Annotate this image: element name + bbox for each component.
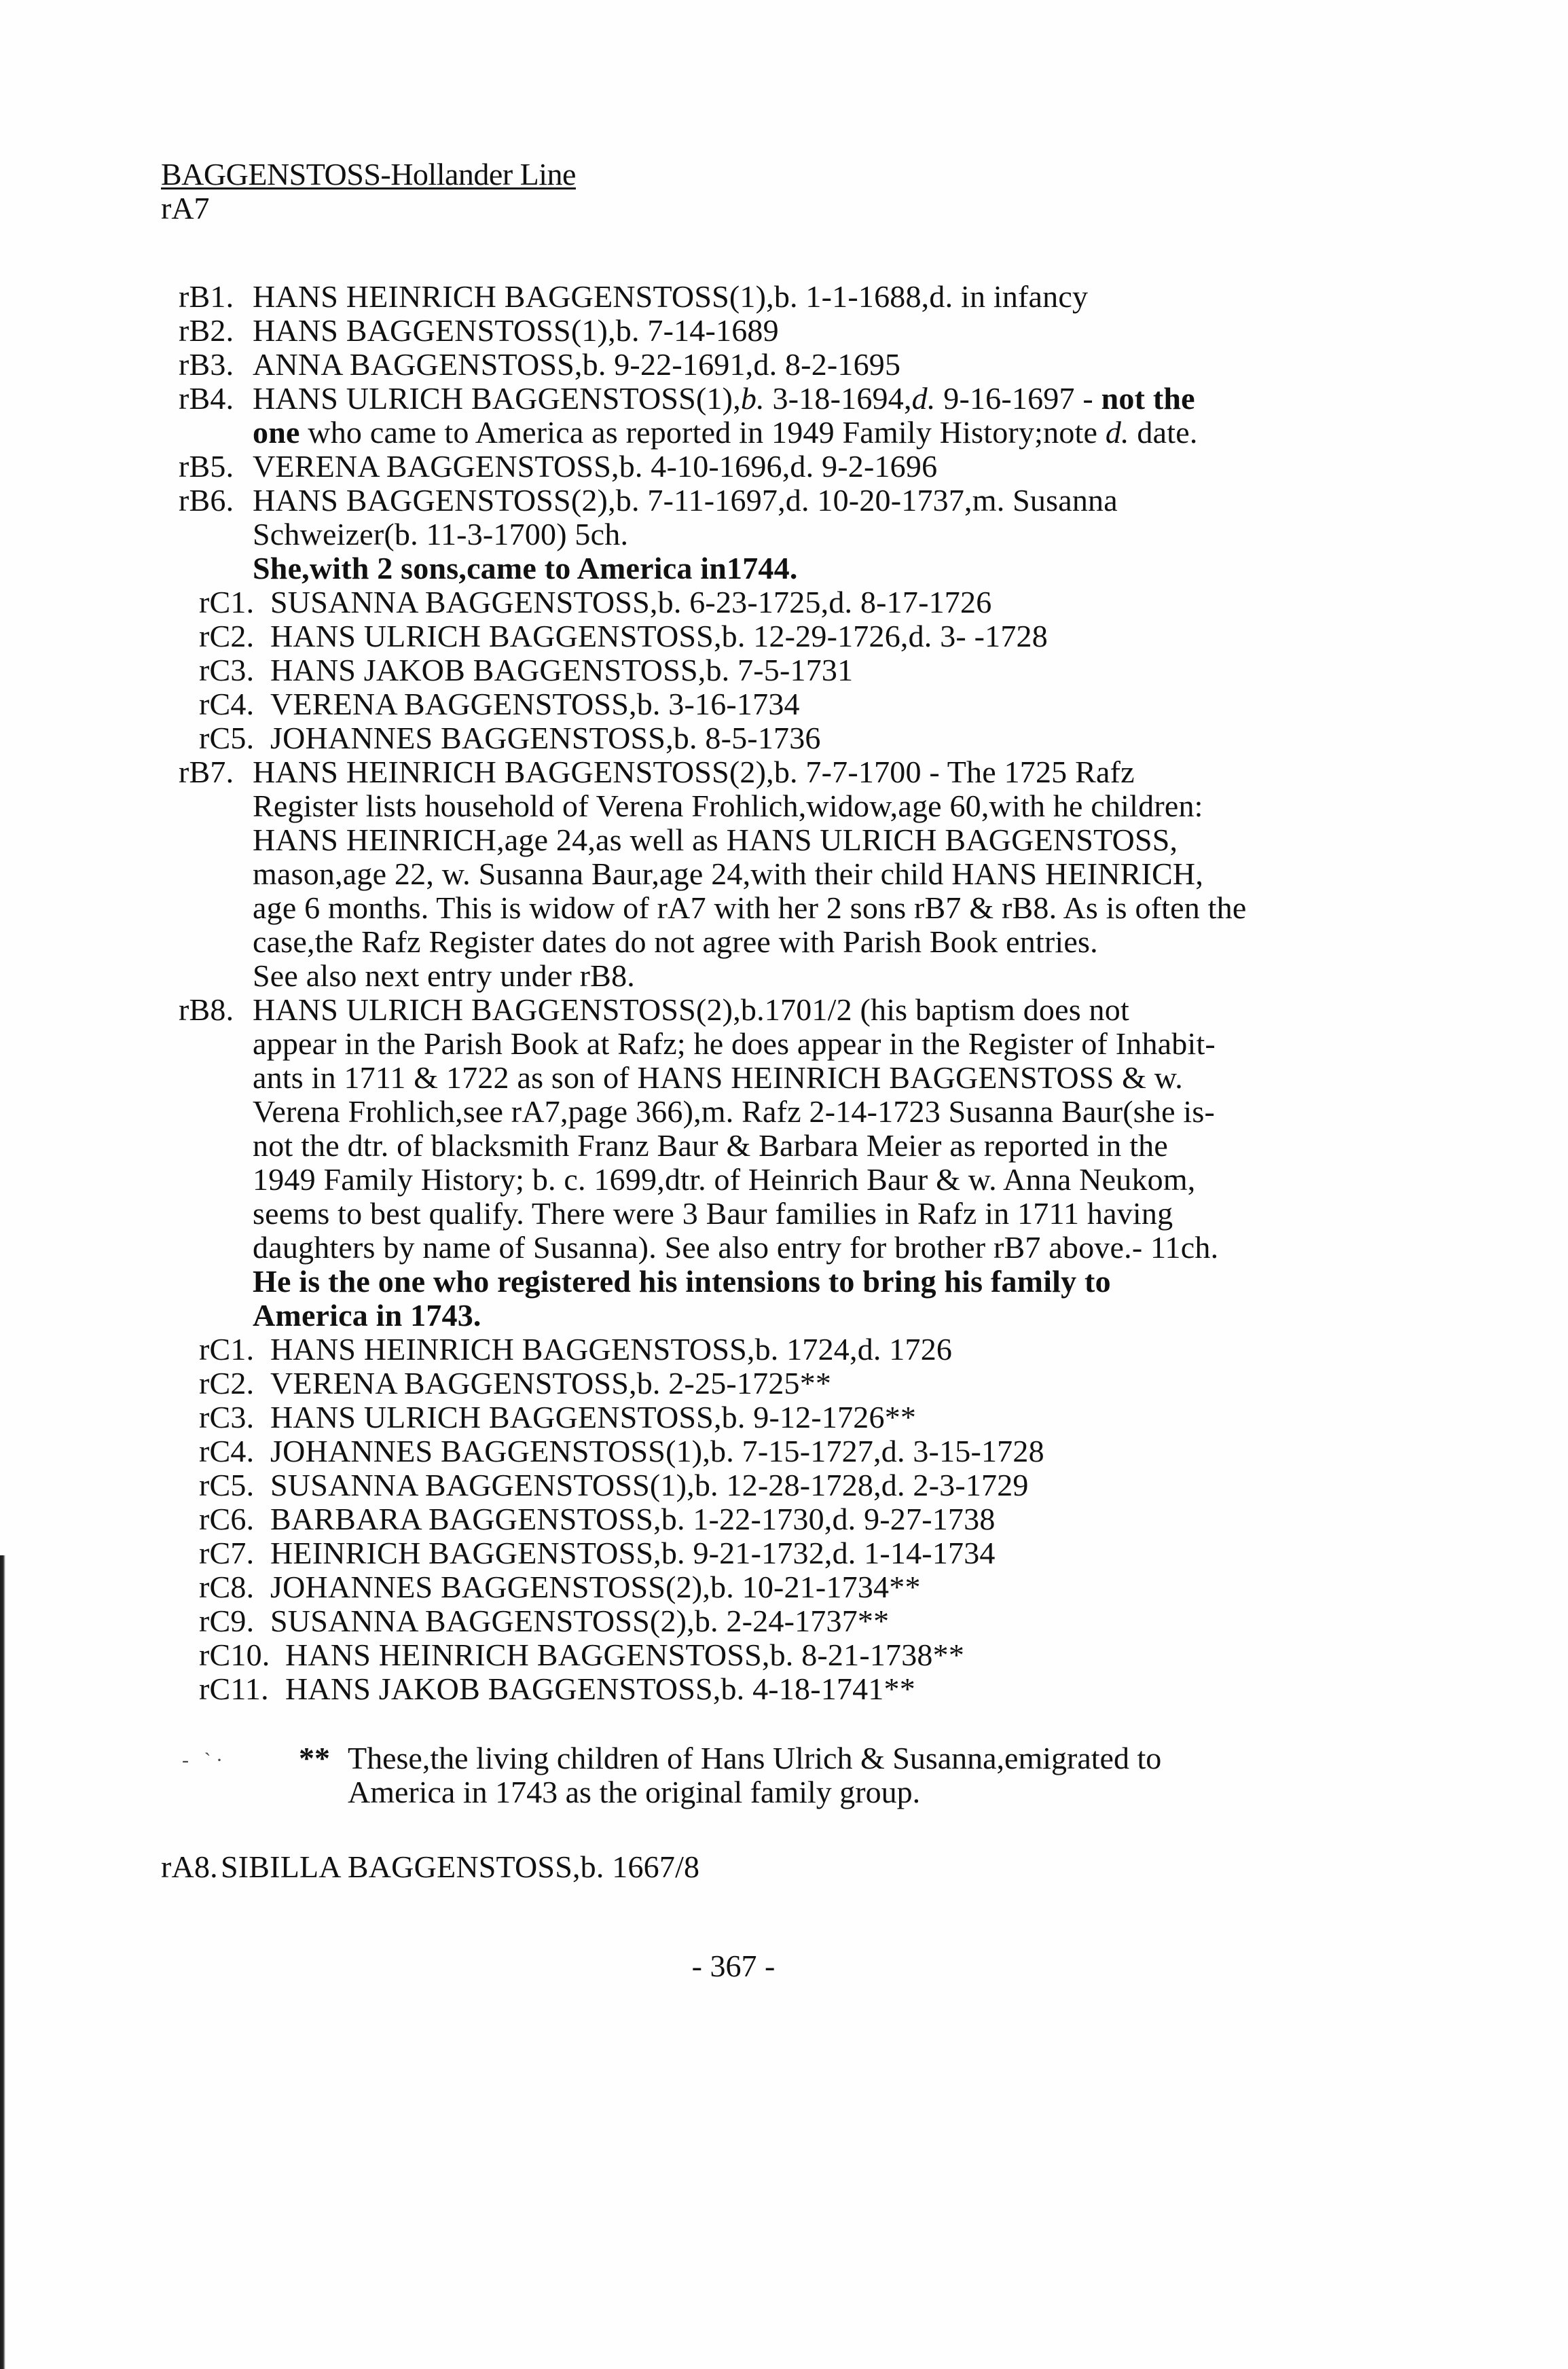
entry-text: VERENA BAGGENSTOSS,b. 4-10-1696,d. 9-2-1696 xyxy=(253,449,938,484)
child-id: rC1. xyxy=(199,585,255,619)
emphasis-text: not the xyxy=(1101,381,1195,416)
footnote-text: These,the living children of Hans Ulrich & Susanna,emigrated to xyxy=(348,1741,1162,1775)
entry-id: rA8. xyxy=(161,1849,218,1884)
emphasis-text: one xyxy=(253,415,300,450)
child-text: JOHANNES BAGGENSTOSS(2),b. 10-21-1734** xyxy=(270,1570,921,1604)
died-abbrev: d. xyxy=(1105,415,1129,450)
footnote-marker: ** xyxy=(299,1741,330,1775)
entry-text xyxy=(253,382,1195,416)
entry-text: mason,age 22, w. Susanna Baur,age 24,with their child HANS HEINRICH, xyxy=(253,856,1204,891)
entry-text-part: 3-18-1694, xyxy=(764,381,912,416)
entry-text-part: 9-16-1697 - xyxy=(935,381,1101,416)
entry-id: rB3. xyxy=(179,347,234,382)
entry-id: rB5. xyxy=(179,449,234,484)
entry-text: SIBILLA BAGGENSTOSS,b. 1667/8 xyxy=(221,1849,700,1884)
child-id: rC7. xyxy=(199,1536,255,1570)
scan-edge-shadow xyxy=(0,1555,5,2369)
entry-text: See also next entry under rB8. xyxy=(253,958,635,993)
entry-id: rB8. xyxy=(179,992,234,1027)
entry-text: HANS HEINRICH BAGGENSTOSS(1),b. 1-1-1688,d. in infancy xyxy=(253,279,1089,314)
entry-text: case,the Rafz Register dates do not agree with Parish Book entries. xyxy=(253,924,1098,959)
child-id: rC2. xyxy=(199,1366,255,1400)
entry-text-part: date. xyxy=(1129,415,1198,450)
died-abbrev: d. xyxy=(911,381,936,416)
child-text: SUSANNA BAGGENSTOSS(1),b. 12-28-1728,d. 2-3-1729 xyxy=(270,1468,1029,1502)
child-text: HEINRICH BAGGENSTOSS,b. 9-21-1732,d. 1-14-1734 xyxy=(270,1536,996,1570)
page-number: - 367 - xyxy=(691,1949,776,1983)
entry-text: not the dtr. of blacksmith Franz Baur & Barbara Meier as reported in the xyxy=(253,1128,1168,1163)
child-text: HANS ULRICH BAGGENSTOSS,b. 9-12-1726** xyxy=(270,1400,917,1434)
entry-text: 1949 Family History; b. c. 1699,dtr. of Heinrich Baur & w. Anna Neukom, xyxy=(253,1162,1196,1197)
entry-text: ANNA BAGGENSTOSS,b. 9-22-1691,d. 8-2-1695 xyxy=(253,347,901,382)
entry-text: HANS BAGGENSTOSS(1),b. 7-14-1689 xyxy=(253,313,779,348)
entry-text: Schweizer(b. 11-3-1700) 5ch. xyxy=(253,517,629,551)
child-text: JOHANNES BAGGENSTOSS(1),b. 7-15-1727,d. 3-15-1728 xyxy=(270,1434,1044,1468)
entry-text: appear in the Parish Book at Rafz; he does appear in the Register of Inhabit- xyxy=(253,1026,1216,1061)
entry-text: HANS HEINRICH,age 24,as well as HANS ULRICH BAGGENSTOSS, xyxy=(253,822,1178,857)
emphasis-text: She,with 2 sons,came to America in1744. xyxy=(253,551,798,585)
child-text: HANS ULRICH BAGGENSTOSS,b. 12-29-1726,d. 3- -1728 xyxy=(270,619,1048,653)
child-id: rC2. xyxy=(199,619,255,653)
child-text: HANS HEINRICH BAGGENSTOSS,b. 1724,d. 1726 xyxy=(270,1332,953,1367)
child-text: BARBARA BAGGENSTOSS,b. 1-22-1730,d. 9-27-1738 xyxy=(270,1502,996,1536)
entry-text: HANS ULRICH BAGGENSTOSS(2),b.1701/2 (his baptism does not xyxy=(253,992,1129,1027)
entry-text: seems to best qualify. There were 3 Baur families in Rafz in 1711 having xyxy=(253,1196,1173,1231)
child-id: rC11. xyxy=(199,1671,269,1706)
entry-id: rB4. xyxy=(179,381,234,416)
emphasis-text: America in 1743. xyxy=(253,1298,481,1333)
entry-id: rB2. xyxy=(179,313,234,348)
entry-text: age 6 months. This is widow of rA7 with her 2 sons rB7 & rB8. As is often the xyxy=(253,890,1247,925)
child-text: SUSANNA BAGGENSTOSS(2),b. 2-24-1737** xyxy=(270,1604,890,1638)
child-text: JOHANNES BAGGENSTOSS,b. 8-5-1736 xyxy=(270,721,821,755)
child-id: rC1. xyxy=(199,1332,255,1367)
page-title: BAGGENSTOSS-Hollander Line xyxy=(161,157,576,192)
child-id: rC5. xyxy=(199,721,255,755)
child-id: rC9. xyxy=(199,1604,255,1638)
entry-text: Register lists household of Verena Frohlich,widow,age 60,with he children: xyxy=(253,789,1203,823)
child-text: HANS JAKOB BAGGENSTOSS,b. 4-18-1741** xyxy=(285,1671,915,1706)
child-text: VERENA BAGGENSTOSS,b. 3-16-1734 xyxy=(270,687,800,721)
entry-text: daughters by name of Susanna). See also entry for brother rB7 above.- 11ch. xyxy=(253,1230,1219,1265)
child-id: rC8. xyxy=(199,1570,255,1604)
child-text: HANS JAKOB BAGGENSTOSS,b. 7-5-1731 xyxy=(270,653,854,687)
footnote-text: America in 1743 as the original family group. xyxy=(348,1775,921,1809)
child-id: rC3. xyxy=(199,653,255,687)
entry-text-part: HANS ULRICH BAGGENSTOSS(1), xyxy=(253,381,741,416)
entry-id: rB1. xyxy=(179,279,234,314)
emphasis-text: He is the one who registered his intensions to bring his family to xyxy=(253,1264,1111,1299)
born-abbrev: b. xyxy=(740,381,765,416)
entry-id: rB6. xyxy=(179,483,234,518)
child-id: rC6. xyxy=(199,1502,255,1536)
scan-artifact: - ` · xyxy=(182,1749,223,1771)
child-text: VERENA BAGGENSTOSS,b. 2-25-1725** xyxy=(270,1366,832,1400)
child-text: HANS HEINRICH BAGGENSTOSS,b. 8-21-1738** xyxy=(285,1638,965,1672)
entry-text: HANS BAGGENSTOSS(2),b. 7-11-1697,d. 10-20-1737,m. Susanna xyxy=(253,483,1118,518)
child-id: rC10. xyxy=(199,1638,270,1672)
entry-text xyxy=(253,416,1198,450)
child-id: rC3. xyxy=(199,1400,255,1434)
entry-text-part: who came to America as reported in 1949 Family History;note xyxy=(299,415,1106,450)
entry-id: rB7. xyxy=(179,755,234,789)
section-id: rA7 xyxy=(161,191,210,225)
child-id: rC4. xyxy=(199,687,255,721)
child-text: SUSANNA BAGGENSTOSS,b. 6-23-1725,d. 8-17-1726 xyxy=(270,585,992,619)
entry-text: ants in 1711 & 1722 as son of HANS HEINRICH BAGGENSTOSS & w. xyxy=(253,1060,1183,1095)
entry-text: HANS HEINRICH BAGGENSTOSS(2),b. 7-7-1700 - The 1725 Rafz xyxy=(253,755,1135,789)
child-id: rC4. xyxy=(199,1434,255,1468)
entry-text: Verena Frohlich,see rA7,page 366),m. Rafz 2-14-1723 Susanna Baur(she is- xyxy=(253,1094,1216,1129)
child-id: rC5. xyxy=(199,1468,255,1502)
